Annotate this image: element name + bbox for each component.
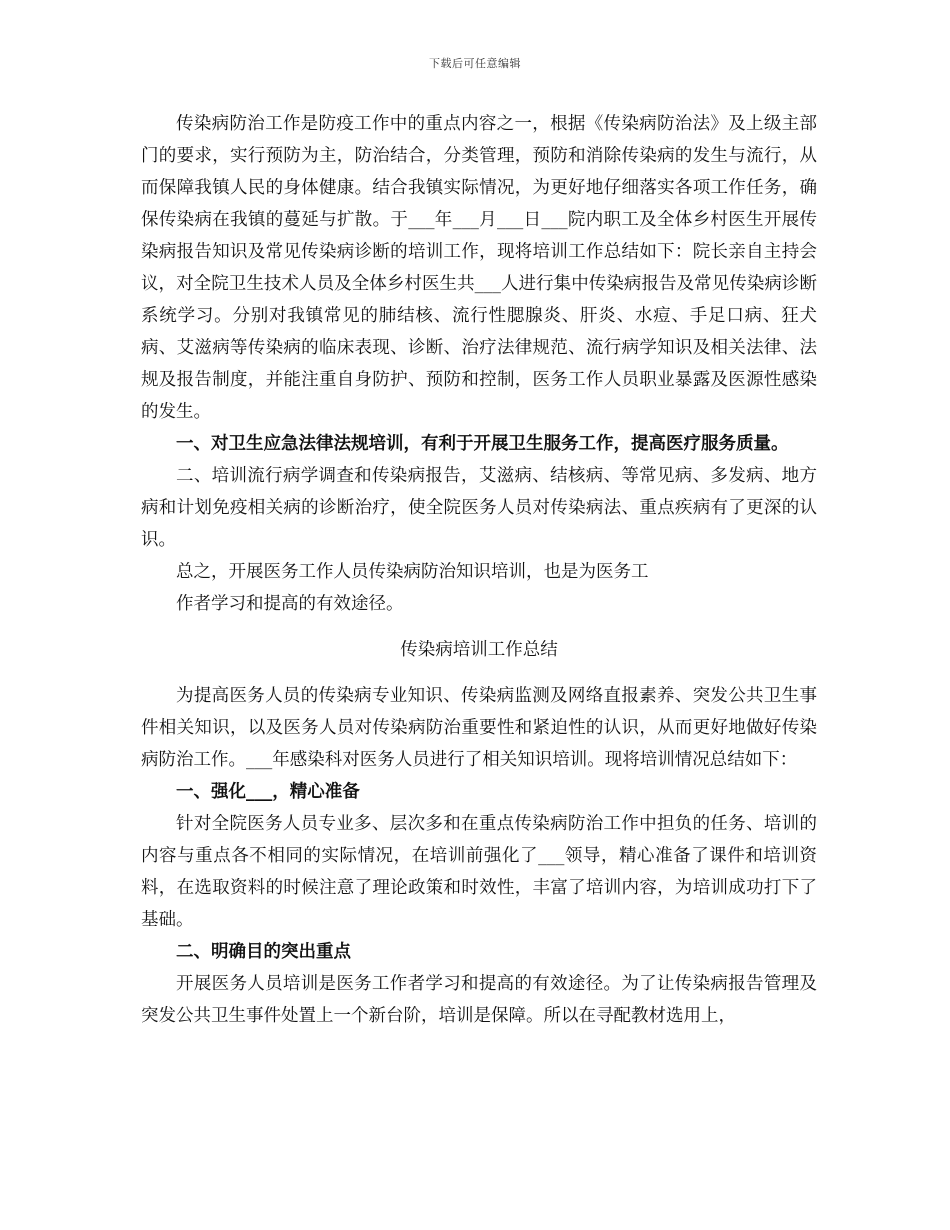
- section-paragraph-1: 为提高医务人员的传染病专业知识、传染病监测及网络直报素养、突发公共卫生事件相关知识，以及医务人员对传染病防治重要性和紧迫性的认识，从而更好地做好传染病防治工作。___年感染科对医务人员进行了相关知识培训。现将培训情况总结如下：: [141, 686, 817, 770]
- intro-conclusion-line-1: 总之，开展医务工作人员传染病防治知识培训，也是为医务工: [176, 562, 649, 582]
- intro-paragraph-1: 传染病防治工作是防疫工作中的重点内容之一，根据《传染病防治法》及上级主部门的要求，实行预防为主，防治结合，分类管理，预防和消除传染病的发生与流行，从而保障我镇人民的身体健康。结合我镇实际情况，为更好地仔细落实各项工作任务，确保传染病在我镇的蔓延与扩散。于___年___月___日___院内职工及全体乡村医生开展传染病报告知识及常见传染病诊断的培训工作，现将培训工作总结如下：院长亲自主持会议，对全院卫生技术人员及全体乡村医生共___人进行集中传染病报告及常见传染病诊断系统学习。分别对我镇常见的肺结核、流行性腮腺炎、肝炎、水痘、手足口病、狂犬病、艾滋病等传染病的临床表现、诊断、治疗法律规范、流行病学知识及相关法律、法规及报告制度，并能注重自身防护、预防和控制，医务工作人员职业暴露及医源性感染的发生。: [141, 114, 817, 422]
- section-heading-2: 二、明确目的突出重点: [176, 942, 351, 962]
- section-heading-1: 一、强化___，精心准备: [176, 782, 360, 802]
- section-paragraph-2: 针对全院医务人员专业多、层次多和在重点传染病防治工作中担负的任务、培训的内容与重点各不相同的实际情况，在培训前强化了___领导，精心准备了课件和培训资料，在选取资料的时候注意了理论政策和时效性，丰富了培训内容，为培训成功打下了基础。: [141, 814, 817, 930]
- section-paragraph-3: 开展医务人员培训是医务工作者学习和提高的有效途径。为了让传染病报告管理及突发公共卫生事件处置上一个新台阶，培训是保障。所以在寻配教材选用上，: [141, 974, 817, 1026]
- intro-paragraph-2: 二、培训流行病学调查和传染病报告，艾滋病、结核病、等常见病、多发病、地方病和计划免疫相关病的诊断治疗，使全院医务人员对传染病法、重点疾病有了更深的认识。: [141, 466, 817, 550]
- section-title: 传染病培训工作总结: [400, 640, 558, 660]
- intro-conclusion-line-2: 作者学习和提高的有效途径。: [176, 594, 404, 614]
- page-header: 下载后可任意编辑: [429, 57, 521, 70]
- intro-heading-1: 一、对卫生应急法律法规培训，有利于开展卫生服务工作，提高医疗服务质量。: [176, 434, 789, 454]
- document-body: [141, 108, 817, 1032]
